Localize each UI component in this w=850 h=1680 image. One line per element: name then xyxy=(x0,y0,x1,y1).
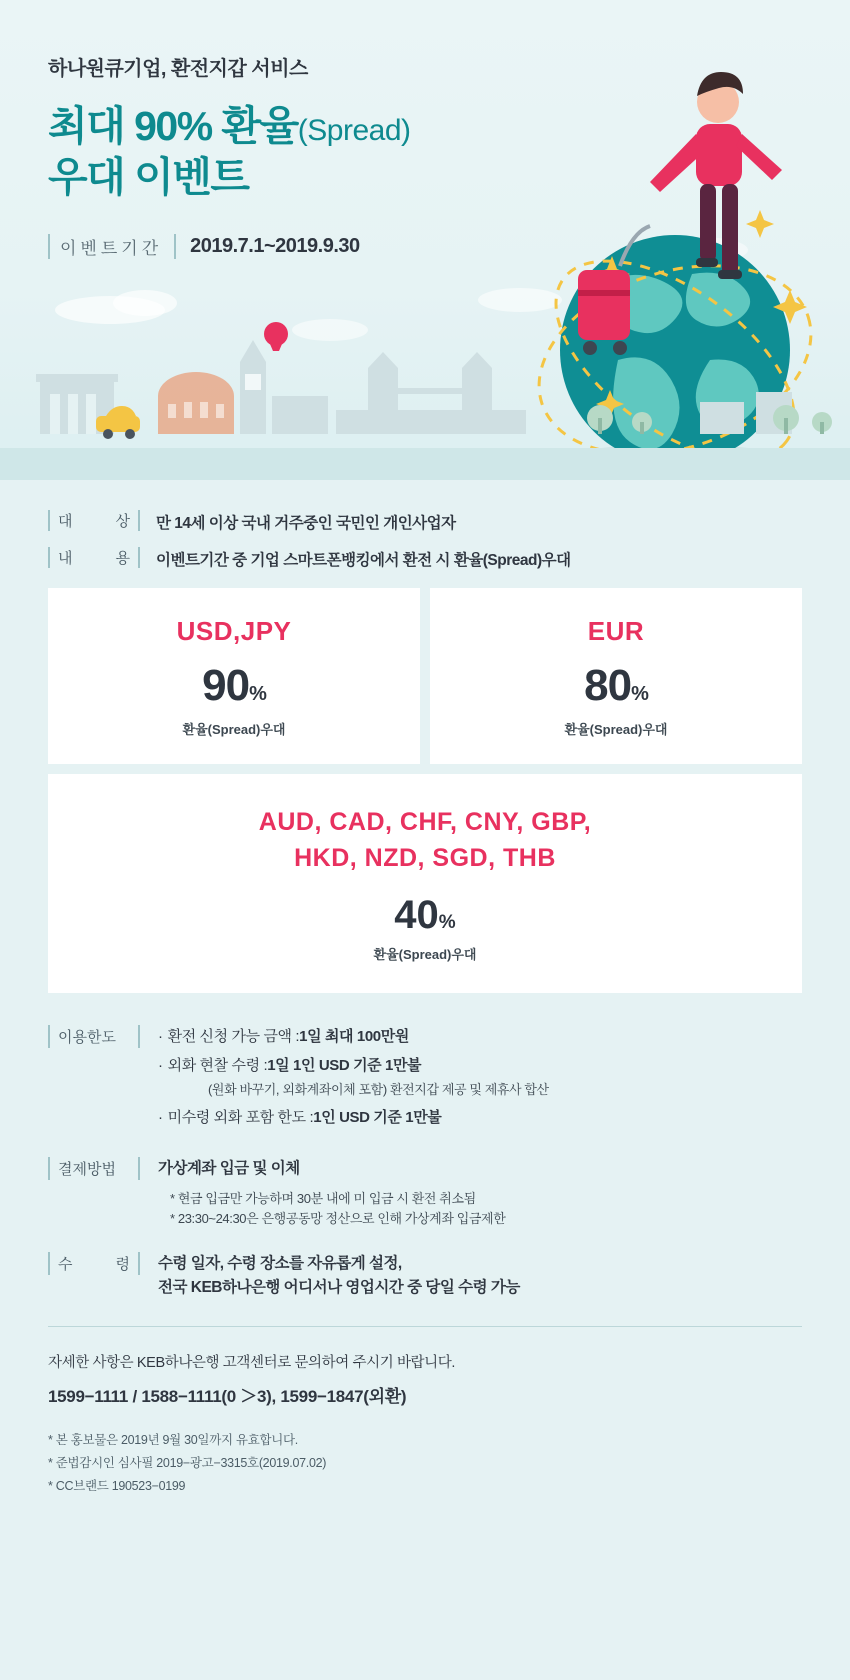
rate-card-currencies-line1: AUD, CAD, CHF, CNY, GBP, xyxy=(258,808,592,836)
rate-card-percent-unit: % xyxy=(438,911,456,933)
info-key-content-left: 내 xyxy=(58,550,73,567)
info-key-target-right: 상 xyxy=(115,513,130,530)
info-key-target-left: 대 xyxy=(58,513,73,530)
rate-card-percent xyxy=(48,893,802,938)
hot-air-balloon-icon xyxy=(264,322,288,351)
content-area xyxy=(0,480,850,1539)
bottom-spacer xyxy=(48,1499,802,1539)
term-block-pickup xyxy=(48,1252,802,1300)
terms-section xyxy=(48,1025,802,1301)
rate-card-percent-value: 80 xyxy=(584,661,632,710)
info-key-content xyxy=(48,547,140,568)
term-line-strong: 1일 최대 100만원 xyxy=(299,1027,409,1045)
rate-card-currencies-line2: HKD, NZD, SGD, THB xyxy=(294,844,556,873)
hero-headline-spread: (Spread) xyxy=(297,114,411,147)
term-pickup-line-2: 전국 KEB하나은행 어디서나 영업시간 중 당일 수령 가능 xyxy=(158,1279,520,1297)
term-pickup-line-1: 수령 일자, 수령 장소를 자유롭게 설정, xyxy=(158,1255,402,1273)
rate-card-currencies xyxy=(48,804,802,877)
rate-card-percent-value: 90 xyxy=(202,661,250,710)
hero-eyebrow: 하나원큐기업, 환전지갑 서비스 xyxy=(48,58,308,80)
rate-card-percent xyxy=(430,661,802,711)
info-key-content-right: 용 xyxy=(115,550,130,567)
footer-telephone: 1599−1111 / 1588−1111(0 ＞3), 1599−1847(외환) xyxy=(48,1387,407,1407)
event-period-value: 2019.7.1~2019.9.30 xyxy=(190,234,360,257)
hero-banner xyxy=(0,0,850,480)
rate-card-percent-value: 40 xyxy=(394,892,439,937)
term-note: (원화 바꾸기, 외화계좌이체 포함) 환전지갑 제공 및 제휴사 합산 xyxy=(208,1081,549,1097)
footer-notes xyxy=(48,1429,802,1498)
hero-headline-line2: 우대 이벤트 xyxy=(48,154,249,201)
rate-card-percent-unit: % xyxy=(249,683,266,705)
term-key-limit xyxy=(48,1025,140,1048)
term-line xyxy=(158,1054,549,1075)
term-line-lead: 미수령 외화 포함 한도 : xyxy=(167,1108,314,1126)
term-body-payment xyxy=(158,1157,505,1231)
rate-card-sublabel: 환율(Spread)우대 xyxy=(373,946,477,962)
info-row-content xyxy=(48,547,802,570)
footer-note-2: * 준법감시인 심사필 2019−광고−3315호(2019.07.02) xyxy=(48,1456,327,1471)
term-line xyxy=(158,1025,549,1046)
term-block-limit xyxy=(48,1025,802,1135)
rate-card-currencies: USD,JPY xyxy=(176,616,292,646)
ground-strip xyxy=(0,448,850,480)
info-value-content: 이벤트기간 중 기업 스마트폰뱅킹에서 환전 시 환율(Spread)우대 xyxy=(156,552,571,569)
info-key-target xyxy=(48,510,140,531)
rate-card-sublabel: 환율(Spread)우대 xyxy=(564,722,668,737)
term-line-lead: 환전 신청 가능 금액 : xyxy=(167,1027,300,1045)
term-key-payment xyxy=(48,1157,140,1180)
rate-card-sublabel: 환율(Spread)우대 xyxy=(182,722,286,737)
term-key-pickup xyxy=(48,1252,140,1275)
term-block-payment xyxy=(48,1157,802,1231)
hero-text xyxy=(48,52,411,259)
footer-note-1: * 본 홍보물은 2019년 9월 30일까지 유효합니다. xyxy=(48,1433,298,1448)
bullet-dot-icon: · xyxy=(158,1027,163,1045)
rate-card-group xyxy=(48,588,802,764)
term-payment-headline: 가상계좌 입금 및 이체 xyxy=(158,1159,300,1177)
hero-headline xyxy=(48,101,411,204)
rate-card-others xyxy=(48,774,802,993)
rate-card-currencies: EUR xyxy=(587,616,645,646)
bullet-dot-icon: · xyxy=(158,1108,163,1126)
info-row-target xyxy=(48,510,802,533)
hero-headline-line1: 최대 90% 환율 xyxy=(48,103,298,149)
term-line-strong: 1일 1인 USD 기준 1만불 xyxy=(267,1056,422,1074)
event-period xyxy=(48,234,411,259)
rate-card-usd-jpy xyxy=(48,588,420,764)
term-key-limit-label: 이용한도 xyxy=(58,1028,116,1046)
term-line-lead: 외화 현찰 수령 : xyxy=(167,1056,268,1074)
event-period-label: 이벤트기간 xyxy=(48,234,176,259)
city-skyline-illustration xyxy=(0,318,850,448)
term-key-pickup-left: 수 xyxy=(58,1256,73,1274)
info-value-target: 만 14세 이상 국내 거주중인 국민인 개인사업자 xyxy=(156,515,456,532)
rate-card-percent xyxy=(48,661,420,711)
footer-lead: 자세한 사항은 KEB하나은행 고객센터로 문의하여 주시기 바랍니다. xyxy=(48,1355,455,1372)
term-payment-sub-1: * 현금 입금만 가능하며 30분 내에 미 입금 시 환전 취소됨 xyxy=(170,1190,476,1206)
term-line xyxy=(158,1106,549,1127)
footer-divider xyxy=(48,1326,802,1327)
term-key-payment-label: 결제방법 xyxy=(58,1160,116,1178)
term-body-pickup xyxy=(158,1252,520,1300)
term-body-limit xyxy=(158,1025,549,1135)
rate-card-percent-unit: % xyxy=(631,683,648,705)
bullet-dot-icon: · xyxy=(158,1056,163,1074)
rate-card-eur xyxy=(430,588,802,764)
term-key-pickup-right: 령 xyxy=(115,1256,130,1274)
footer-note-3: * CC브랜드 190523−0199 xyxy=(48,1479,186,1494)
term-payment-sub-2: * 23:30~24:30은 은행공동망 정산으로 인해 가상계좌 입금제한 xyxy=(170,1211,506,1227)
term-line-strong: 1인 USD 기준 1만불 xyxy=(313,1108,442,1126)
